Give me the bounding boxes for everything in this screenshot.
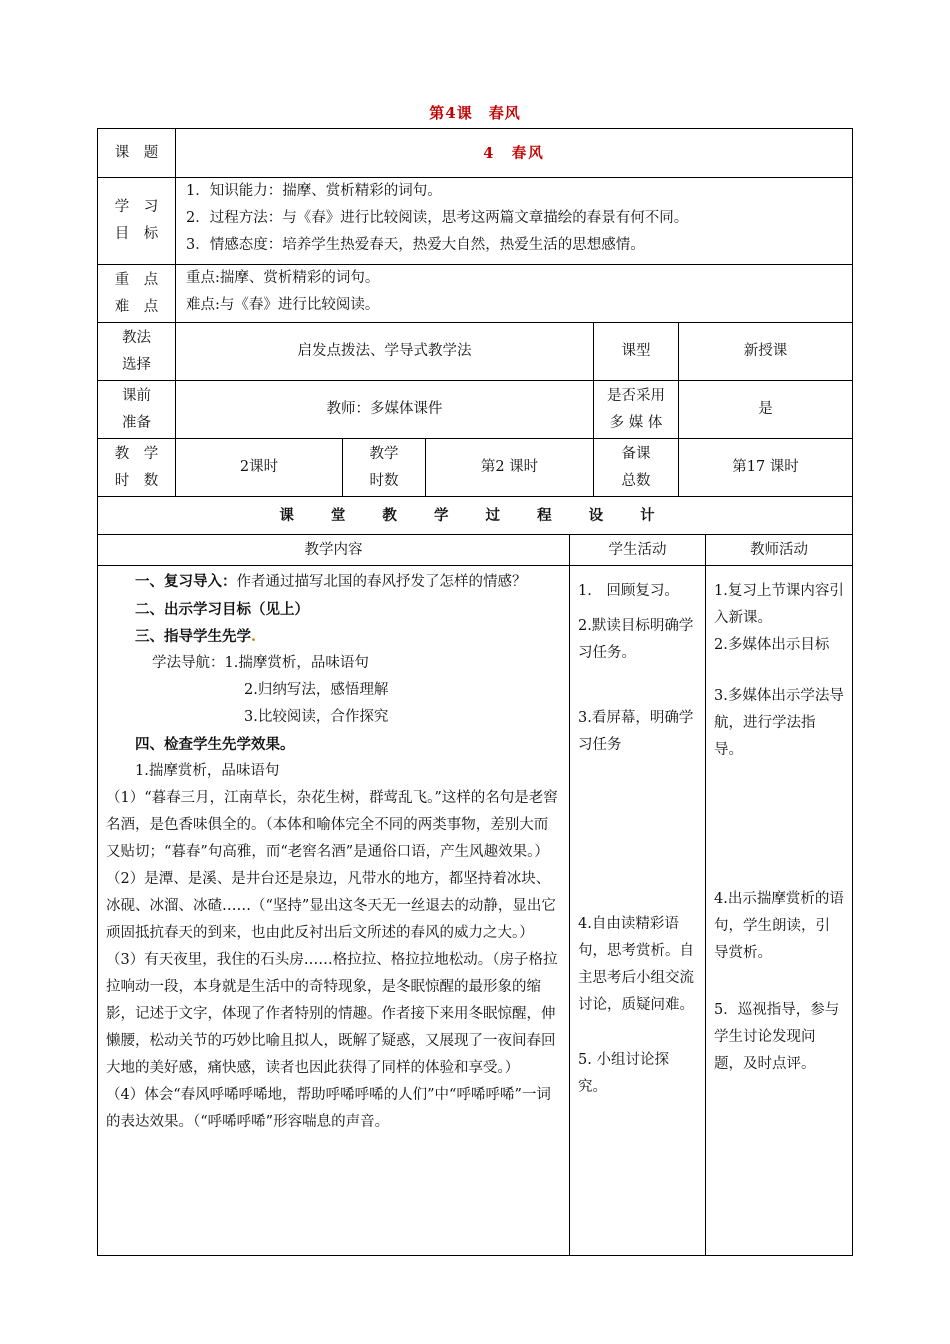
teacher-activity: 1.复习上节课内容引入新课。 (714, 583, 844, 626)
key-points (176, 265, 853, 323)
goal-item: 3．情感态度：培养学生热爱春天，热爱大自然，热爱生活的思想感情。 (186, 237, 645, 253)
hour-no-label: 教学 时数 (343, 439, 426, 497)
student-activities (570, 566, 706, 1256)
goals-list (176, 178, 853, 265)
method-value: 启发点拨法、学导式教学法 (176, 323, 594, 381)
teacher-activities (706, 566, 853, 1256)
hour-no-value: 第2 课时 (426, 439, 594, 497)
header-teacher: 教师活动 (706, 535, 853, 566)
section-review-title: 一、复习导入： (135, 573, 237, 590)
content-paragraph: （2）是潭、是溪、是井台还是泉边，凡带水的地方，都坚持着冰块、冰砚、冰溜、冰碴……（“坚持”显出这冬天无一丝退去的动静，显出它顽固抵抗春天的到来，也由此反衬出后文所述的春风的威力之大。） (106, 871, 556, 941)
page-title: 第4课 春风 (429, 104, 521, 122)
teacher-activity: 5．巡视指导，参与学生讨论发现问题，及时点评。 (714, 1002, 840, 1072)
course-label: 课 题 (98, 129, 176, 178)
student-activity: 3.看屏幕，明确学习任务 (578, 710, 694, 753)
prep-label: 课前 准备 (98, 381, 176, 439)
goal-item: 2．过程方法：与《春》进行比较阅读，思考这两篇文章描绘的春景有何不同。 (186, 210, 689, 226)
lesson-info-table (97, 128, 853, 535)
goals-label: 学 习 目 标 (98, 178, 176, 265)
total-value: 第17 课时 (679, 439, 853, 497)
student-activity: 1. 回顾复习。 (578, 583, 679, 599)
content-paragraph: （3）有天夜里，我住的石头房……格拉拉、格拉拉地松动。（房子格拉拉响动一段，本身就是生活中的奇特现象，是冬眠惊醒的最形象的缩影，记述于文字，体现了作者特别的情趣。作者接下来用冬眠惊醒，伸懒腰，松动关节的巧妙比喻且拟人，既解了疑惑，又展现了一夜间春回大地的美好感，痛快感，读者也因此获得了同样的体验和享受。） (106, 952, 558, 1076)
key-point: 难点:与《春》进行比较阅读。 (186, 297, 380, 313)
type-value: 新授课 (679, 323, 853, 381)
subsection-title: 1.揣摩赏析，品味语句 (135, 763, 280, 779)
guide-line: 2.归纳写法，感悟理解 (244, 682, 389, 698)
process-table (97, 534, 853, 1256)
teacher-activity: 4.出示揣摩赏析的语句，学生朗读，引导赏析。 (714, 891, 844, 961)
key-points-label: 重 点 难 点 (98, 265, 176, 323)
method-label: 教法 选择 (98, 323, 176, 381)
section-check: 四、检查学生先学效果。 (135, 736, 295, 753)
key-point: 重点:揣摩、赏析精彩的词句。 (186, 270, 380, 286)
section-guide-dot: . (251, 628, 257, 645)
header-student: 学生活动 (570, 535, 706, 566)
teaching-content (98, 566, 570, 1256)
teacher-activity: 3.多媒体出示学法导航，进行学法指导。 (714, 688, 844, 758)
guide-line: 学法导航：1.揣摩赏析，品味语句 (152, 655, 369, 671)
header-content: 教学内容 (98, 535, 570, 566)
goal-item: 1．知识能力：揣摩、赏析精彩的词句。 (186, 183, 442, 199)
section-goals: 二、出示学习目标（见上） (135, 601, 309, 618)
course-title: 4 春风 (176, 129, 853, 178)
teacher-activity: 2.多媒体出示目标 (714, 637, 830, 653)
hours-label: 教 学 时 数 (98, 439, 176, 497)
section-review-text: 作者通过描写北国的春风抒发了怎样的情感？ (236, 574, 527, 590)
media-label: 是否采用 多 媒 体 (594, 381, 679, 439)
student-activity: 2.默读目标明确学习任务。 (578, 618, 694, 661)
content-paragraph: （4）体会“春风呼唏呼唏地，帮助呼唏呼唏的人们”中“呼唏呼唏”一词的表达效果。（“呼唏呼唏”形容喘息的声音。 (106, 1087, 551, 1130)
content-paragraph: （1）“暮春三月，江南草长，杂花生树，群莺乱飞。”这样的名句是老窖名酒，是色香味俱全的。（本体和喻体完全不同的两类事物，差别大而又贴切；“暮春”句高雅，而“老窖名酒”是通俗口语，产生风趣效果。） (106, 790, 558, 860)
student-activity: 5. 小组讨论探究。 (578, 1052, 669, 1095)
total-label: 备课 总数 (594, 439, 679, 497)
process-heading: 课 堂 教 学 过 程 设 计 (98, 497, 853, 535)
prep-value: 教师：多媒体课件 (176, 381, 594, 439)
student-activity: 4.自由读精彩语句，思考赏析。自主思考后小组交流讨论，质疑问难。 (578, 916, 694, 1013)
type-label: 课型 (594, 323, 679, 381)
hours-value: 2课时 (176, 439, 343, 497)
section-guide: 三、指导学生先学 (135, 628, 251, 645)
media-value: 是 (679, 381, 853, 439)
guide-line: 3.比较阅读，合作探究 (244, 709, 389, 725)
